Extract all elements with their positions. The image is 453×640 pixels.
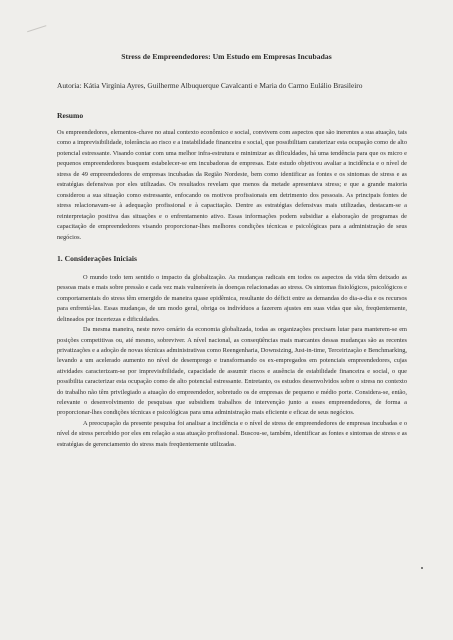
section-body xyxy=(57,273,407,450)
paragraph-1: O mundo todo tem sentido o impacto da globalização. As mudanças radicais em todos os aspectos da vida têm deixado as pessoas mais e mais sobre pressão e cada vez mais vulneráveis às doenças relacionadas ao stress. Os sintomas fisiológicos, psicológicos e comportamentais do stress têm emergido de maneira quase epidêmica, resultante do déficit entre as demandas do dia-a-dia e os recursos para enfrentá-las. Essas mudanças, de um modo geral, obriga os indivíduos a fazerem ajustes em suas vidas que são, freqüentemente, delineados por incertezas e dificuldades. xyxy=(57,274,407,323)
author-line: Autoria: Kátia Virgínia Ayres, Guilherme Albuquerque Cavalcanti e Maria do Carmo Eulálio Brasileiro xyxy=(57,81,363,90)
section-heading: 1. Considerações Iniciais xyxy=(57,254,137,263)
paper-title: Stress de Empreendedores: Um Estudo em Empresas Incubadas xyxy=(121,52,332,61)
scan-speck xyxy=(421,567,423,569)
abstract-text: Os empreendedores, elementos-chave no atual contexto econômico e social, convivem com aspectos que são inerentes a sua atuação, tais como a imprevisibilidade, tolerância ao risco e a instabilidade financeira e social, que possibilitam caraterizar esta ocupação como de alto potencial estressante. Visando contar com uma melhor infra-estrutura e minimizar as dificuldades, há uma tendência para que os micro e pequenos empreendedores busquem estabelecer-se em incubadoras de empresas. Este estudo objetivou avaliar a incidência e o nível de stress de 49 empreendedores de empresas incubadas da Região Nordeste, bem como identificar as fontes e os sintomas de stress e as estratégias defensivas por eles utilizadas. Os resultados revelam que menos da metade apresentava stress; e que a grande maioria considerou a sua situação como estressante, enfocando os motivos profissionais em detrimento dos pessoais. As principais fontes de stress relacionavam-se à adequação profissional e à capacitação. Dentre as estratégias defensivas mais utilizadas, destacam-se a reinterpretação positiva das situações e o enfrentamento ativo. Essas informações podem subsidiar a elaboração de programas de capacitação de empreendedores visando proporcionar-lhes melhores condições técnicas e psicológicas para a administração de seus negócios. xyxy=(57,129,407,241)
scan-mark xyxy=(27,25,49,40)
paragraph-3: A preocupação da presente pesquisa foi analisar a incidência e o nível de stress de empreendedores de empresas incubadas e o nível de stress percebido por eles em relação a sua atuação profissional. Buscou-se, também, identificar as fontes e sintomas de stress e as estratégias de gerenciamento do stress mais freqüentemente utilizadas. xyxy=(57,419,407,448)
abstract-heading: Resumo xyxy=(57,111,84,120)
paragraph-2: Da mesma maneira, neste novo cenário da economia globalizada, todas as organizações precisam lutar para manterem-se em posições competitivas ou, até mesmo, sobreviver. A nível nacional, as conseqüências mais marcantes dessas mudanças são as recentes privatizações e a adoção de novas técnicas administrativas como Reengenharia, Downsizing, Just-in-time, Terceirização e Benchmarking, levando a um acelerado aumento no nível de desemprego e transformando os ex-empregados em potenciais empreendedores, cujas atividades caracterizam-se por imprevisibilidade, capacidade de assumir riscos e ausência de estabilidade financeira e social, o que possibilita caracterizar esta ocupação como de alto potencial estressante. Entretanto, os estudos desenvolvidos sobre o stress no contexto do trabalho não têm privilegiado a atuação do empreendedor, sobretudo os de empresas de pequeno e médio porte. Considera-se, então, relevante o desenvolvimento de pesquisas que subsidiem trabalhos de intervenção junto a esses empreendedores, de forma a proporcionar-lhes condições técnicas e psicológicas para uma administração mais eficiente e eficaz de seus negócios. xyxy=(57,326,407,417)
